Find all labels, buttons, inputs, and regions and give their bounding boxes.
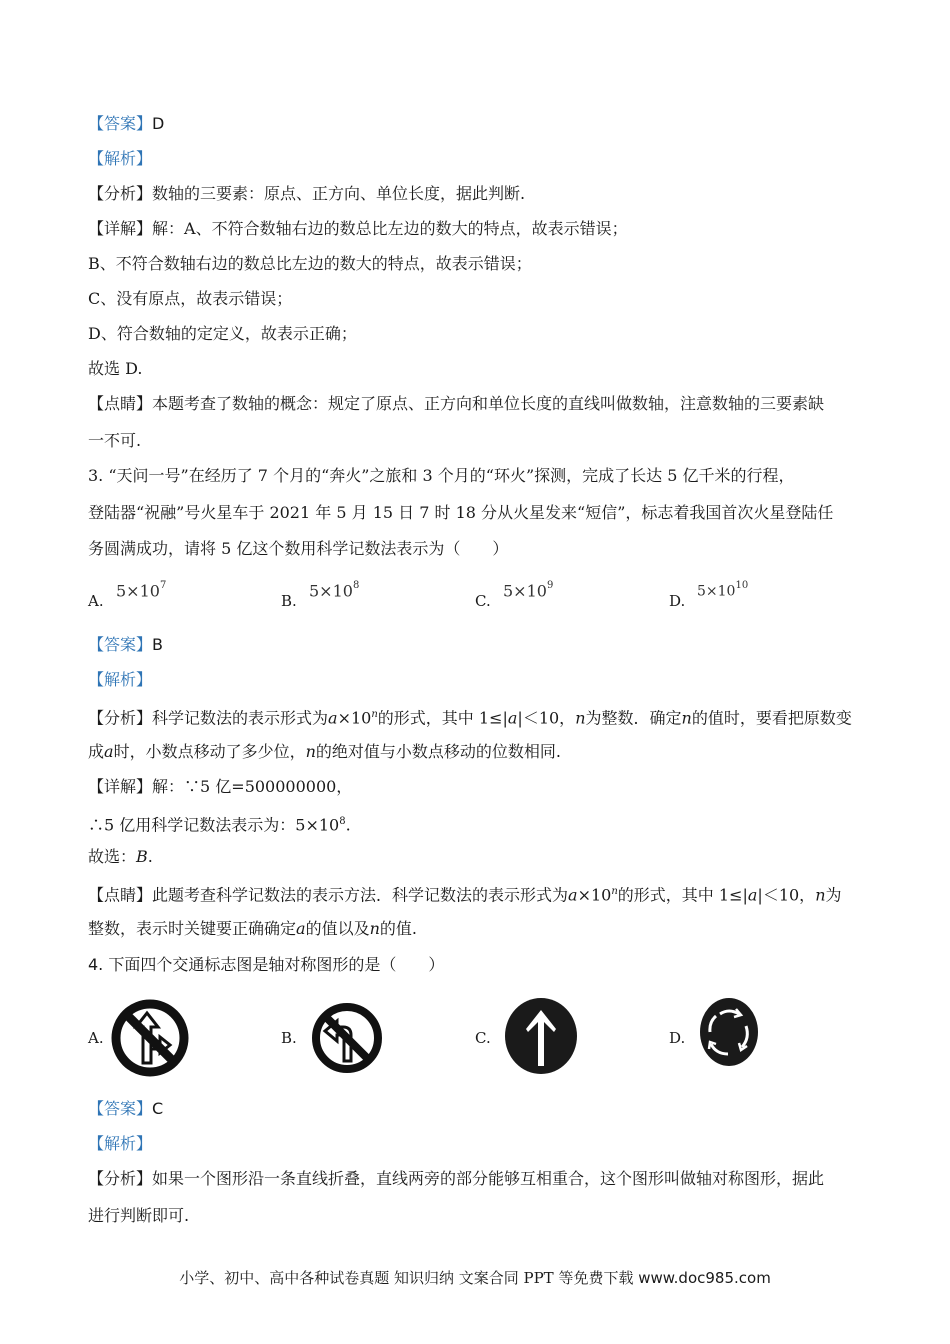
var-n: n	[575, 708, 586, 728]
var-n: n	[611, 886, 618, 897]
text-span: |＜10，	[757, 885, 816, 905]
text-span: 的值.	[379, 919, 417, 938]
q4-fenxi-line	[88, 1169, 824, 1189]
var-n: n	[369, 919, 380, 938]
text-span: 此题考查科学记数法的表示方法．科学记数法的表示形式为	[152, 885, 569, 905]
q3-xiangjie-line	[88, 777, 352, 797]
text-span: |＜10，	[517, 708, 576, 728]
answer-tag: 【答案】	[88, 114, 153, 133]
var-n: n	[681, 708, 692, 728]
fenxi-tag: 【分析】	[88, 184, 153, 203]
option-exponent: 10	[735, 580, 749, 591]
xiangjie-line	[88, 219, 628, 239]
text-span: 的形式，其中 1≤|	[617, 885, 748, 905]
q4-answer-line	[88, 1099, 163, 1119]
q3-dianjing-line-2	[88, 919, 417, 939]
var-n: n	[305, 742, 316, 761]
explanation-line-b: B、不符合数轴右边的数总比左边的数大的特点，故表示错误；	[88, 254, 532, 273]
q3-choose-line	[88, 847, 153, 867]
answer-tag: 【答案】	[88, 635, 153, 654]
option-base: 5×10	[697, 583, 736, 600]
text-span: 科学记数法的表示形式为	[152, 708, 329, 728]
dianjing-text: 本题考查了数轴的概念：规定了原点、正方向和单位长度的直线叫做数轴，注意数轴的三要素缺	[152, 394, 825, 413]
footer-text: 小学、初中、高中各种试卷真题 知识归纳 文案合同 PPT 等免费下载	[179, 1269, 639, 1287]
option-label: D.	[669, 1029, 686, 1047]
text-span: 为整数．确定	[585, 708, 682, 728]
text-span: 成	[88, 742, 105, 761]
choice-b: B	[136, 847, 148, 866]
page-footer	[0, 1268, 950, 1288]
q3-text-1: 3. “天问一号”在经历了 7 个月的“奔火”之旅和 3 个月的“环火”探测，完成了长达 5 亿千米的行程，	[88, 466, 795, 485]
text-span: 的形式，其中 1≤|	[377, 708, 508, 728]
roundabout-icon	[698, 996, 760, 1068]
fenxi-tag: 【分析】	[88, 1169, 153, 1188]
option-value	[697, 578, 748, 602]
answer-tag: 【答案】	[88, 1099, 153, 1118]
text-span: .	[345, 815, 351, 835]
option-label: C.	[475, 592, 491, 610]
explanation-line-d: D、符合数轴的定定义，故表示正确；	[88, 324, 357, 343]
q3-text-2: 登陆器“祝融”号火星车于 2021 年 5 月 15 日 7 时 18 分从火星发来“短信”，标志着我国首次火星登陆任	[88, 503, 834, 522]
text-span: 的值时，要看把原数变	[691, 708, 852, 728]
answer-value: C	[152, 1099, 164, 1118]
xiangjie-text: 解：A、不符合数轴右边的数总比左边的数大的特点，故表示错误；	[152, 219, 628, 238]
q4-question: 4. 下面四个交通标志图是轴对称图形的是（ ）	[88, 955, 445, 974]
q4-analysis-heading	[88, 1134, 152, 1154]
option-label: B.	[281, 1029, 297, 1047]
option-exponent: 8	[352, 580, 360, 591]
q4-fenxi-line-2: 进行判断即可.	[88, 1206, 190, 1225]
option-label: C.	[475, 1029, 491, 1047]
option-base: 5×10	[116, 581, 160, 601]
no-straight-or-right-turn-icon	[110, 999, 190, 1077]
analysis-tag: 【解析】	[88, 1134, 153, 1153]
q3-fenxi-line	[88, 705, 852, 728]
option-label: D.	[669, 592, 686, 610]
q3-text-3: 务圆满成功，请将 5 亿这个数用科学记数法表示为（ ）	[88, 539, 509, 558]
dianjing-tag: 【点睛】	[88, 394, 153, 413]
dianjing-line	[88, 394, 824, 414]
dianjing-line-2: 一不可.	[88, 431, 142, 450]
fenxi-tag: 【分析】	[88, 708, 153, 728]
choose-line: 故选 D.	[88, 359, 143, 378]
text-span: ∴5 亿用科学记数法表示为：5×10	[88, 815, 340, 835]
var-a: a	[747, 885, 758, 905]
answer-value: B	[152, 635, 163, 654]
fenxi-text: 如果一个图形沿一条直线折叠，直线两旁的部分能够互相重合，这个图形叫做轴对称图形，据此	[152, 1169, 825, 1188]
xiangjie-text: 解：∵5 亿=500000000，	[152, 777, 353, 796]
q3-dianjing-line	[88, 882, 842, 905]
text-span: 故选：	[88, 847, 137, 866]
option-value	[309, 578, 359, 601]
explanation-line-c: C、没有原点，故表示错误；	[88, 289, 293, 308]
answer-value: D	[152, 114, 165, 133]
var-n: n	[815, 885, 826, 905]
option-exponent: 9	[546, 580, 554, 591]
var-a: a	[568, 885, 578, 905]
option-exponent: 7	[159, 580, 167, 591]
xiangjie-tag: 【详解】	[88, 777, 153, 796]
text-span: ×10	[577, 885, 612, 905]
text-span: ×10	[337, 708, 372, 728]
option-value	[503, 578, 553, 601]
analysis-tag: 【解析】	[88, 670, 153, 689]
option-label: A.	[88, 1029, 104, 1047]
q3-analysis-heading	[88, 670, 152, 690]
analysis-tag: 【解析】	[88, 149, 153, 168]
text-span: 的绝对值与小数点移动的位数相同.	[315, 742, 561, 761]
option-value	[116, 578, 166, 601]
text-span: 时，小数点移动了多少位，	[113, 742, 306, 761]
var-n: n	[371, 709, 378, 720]
dianjing-tag: 【点睛】	[88, 885, 153, 905]
q3-so-line	[88, 812, 351, 835]
analysis-heading	[88, 149, 152, 169]
fenxi-line	[88, 184, 525, 204]
fenxi-text: 数轴的三要素：原点、正方向、单位长度，据此判断.	[152, 184, 526, 203]
var-a: a	[104, 742, 114, 761]
var-a: a	[328, 708, 338, 728]
answer-line	[88, 114, 164, 134]
option-label: B.	[281, 592, 297, 610]
xiangjie-tag: 【详解】	[88, 219, 153, 238]
no-left-turn-icon	[311, 1003, 383, 1073]
option-base: 5×10	[309, 581, 353, 601]
option-base: 5×10	[503, 581, 547, 601]
text-span: .	[147, 847, 153, 866]
exponent: 8	[339, 816, 346, 827]
q3-fenxi-line-2	[88, 742, 561, 762]
option-label: A.	[88, 592, 104, 610]
q3-answer-line	[88, 635, 163, 655]
text-span: 的值以及	[305, 919, 370, 938]
footer-link[interactable]: www.doc985.com	[638, 1269, 771, 1287]
straight-ahead-arrow-icon	[503, 996, 579, 1076]
text-span: 整数，表示时关键要正确确定	[88, 919, 297, 938]
var-a: a	[507, 708, 518, 728]
text-span: 为	[825, 885, 842, 905]
var-a: a	[296, 919, 306, 938]
